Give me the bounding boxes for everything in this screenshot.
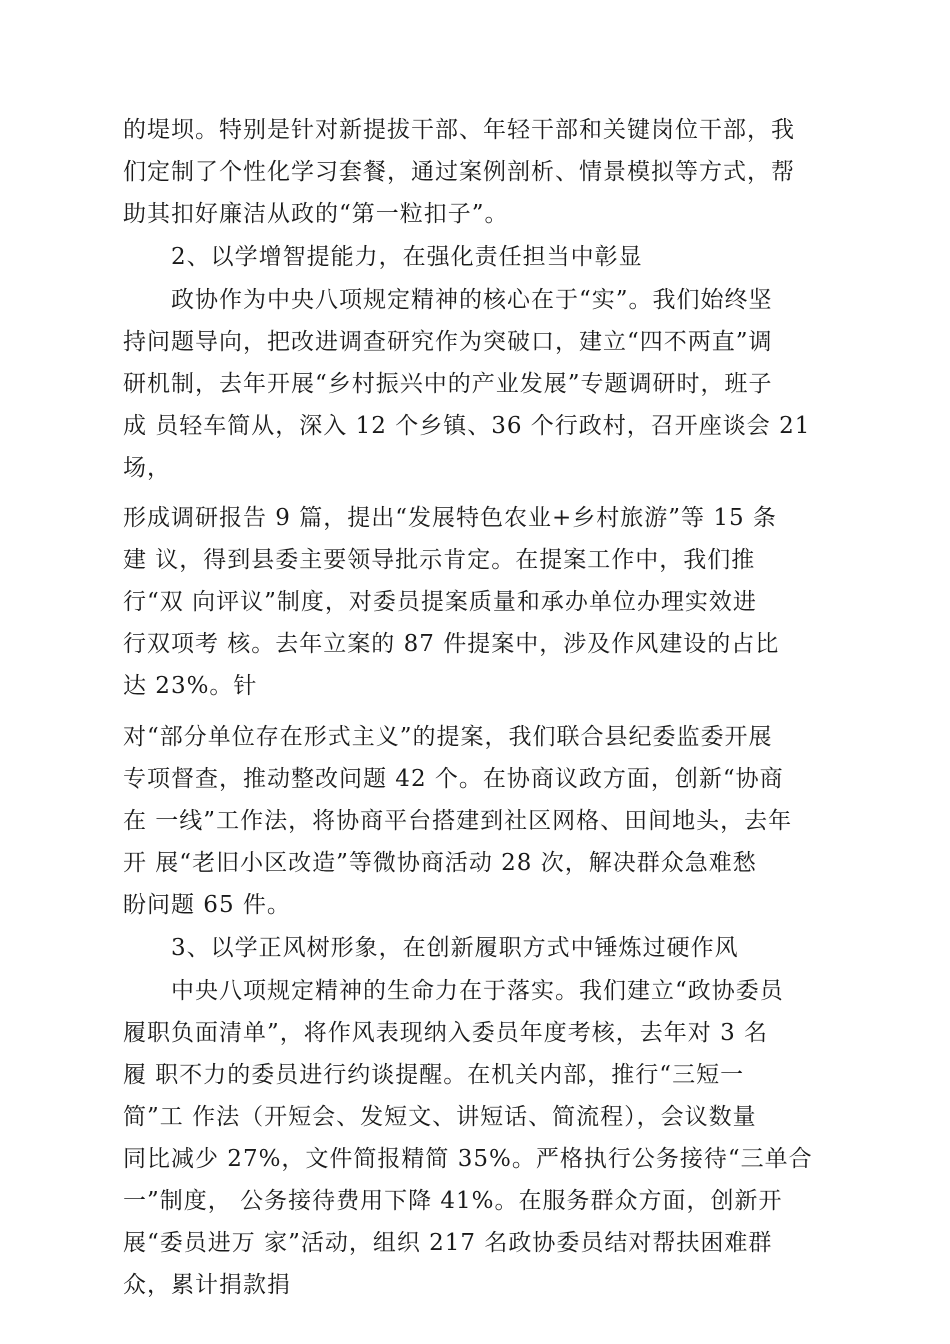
text-line: 开 展“老旧小区改造”等微协商活动 28 次，解决群众急难愁 xyxy=(123,850,757,876)
text-line: 行“双 向评议”制度，对委员提案质量和承办单位办理实效进 xyxy=(123,589,757,615)
text-line: 盼问题 65 件。 xyxy=(123,892,291,918)
text-line: 的堤坝。特别是针对新提拔干部、年轻干部和关键岗位干部，我 xyxy=(123,117,795,143)
text-line: 研机制，去年开展“乡村振兴中的产业发展”专题调研时，班子 xyxy=(123,371,773,397)
text-line: 政协作为中央八项规定精神的核心在于“实”。我们始终坚 xyxy=(171,287,773,313)
section-heading: 3、以学正风树形象，在创新履职方式中锤炼过硬作风 xyxy=(171,935,739,961)
text-line: 持问题导向，把改进调查研究作为突破口，建立“四不两直”调 xyxy=(123,329,773,355)
text-line: 中央八项规定精神的生命力在于落实。我们建立“政协委员 xyxy=(171,978,784,1004)
text-line: 一”制度， 公务接待费用下降 41%。在服务群众方面，创新开 xyxy=(123,1188,783,1214)
section-heading: 2、以学增智提能力，在强化责任担当中彰显 xyxy=(171,244,643,270)
text-line: 建 议，得到县委主要领导批示肯定。在提案工作中，我们推 xyxy=(123,547,756,573)
text-line: 成 员轻车简从，深入 12 个乡镇、36 个行政村，召开座谈会 21 xyxy=(123,413,811,439)
text-line: 专项督查，推动整改问题 42 个。在协商议政方面，创新“协商 xyxy=(123,766,784,792)
text-line: 助其扣好廉洁从政的“第一粒扣子”。 xyxy=(123,201,509,227)
text-line: 行双项考 核。去年立案的 87 件提案中，涉及作风建设的占比 xyxy=(123,631,780,657)
text-line: 展“委员进万 家”活动，组织 217 名政协委员结对帮扶困难群 xyxy=(123,1230,773,1256)
text-line: 达 23%。针 xyxy=(123,673,258,699)
text-line: 履职负面清单”，将作风表现纳入委员年度考核，去年对 3 名 xyxy=(123,1020,769,1046)
text-line: 履 职不力的委员进行约谈提醒。在机关内部，推行“三短一 xyxy=(123,1062,745,1088)
text-line: 们定制了个性化学习套餐，通过案例剖析、情景模拟等方式，帮 xyxy=(123,159,795,185)
text-line: 简”工 作法（开短会、发短文、讲短话、简流程），会议数量 xyxy=(123,1104,757,1130)
text-line: 对“部分单位存在形式主义”的提案，我们联合县纪委监委开展 xyxy=(123,724,773,750)
text-line: 同比减少 27%，文件简报精简 35%。严格执行公务接待“三单合 xyxy=(123,1146,813,1172)
text-line: 形成调研报告 9 篇，提出“发展特色农业+乡村旅游”等 15 条 xyxy=(123,505,777,531)
text-line: 在 一线”工作法，将协商平台搭建到社区网格、田间地头，去年 xyxy=(123,808,793,834)
text-line: 众，累计捐款捐 xyxy=(123,1272,291,1298)
text-line: 场， xyxy=(123,455,171,481)
